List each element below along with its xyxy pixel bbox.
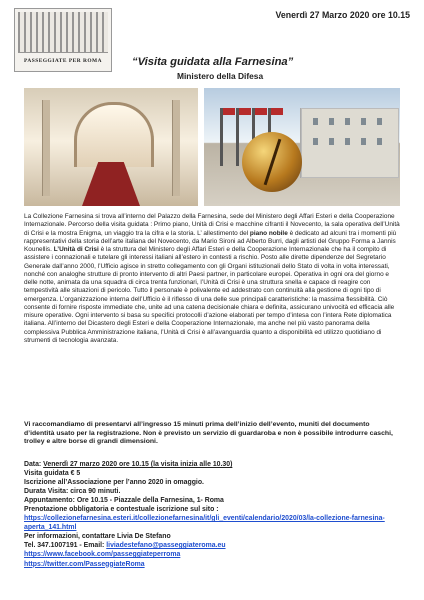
- page-subtitle: Ministero della Difesa: [177, 71, 264, 81]
- booking-link[interactable]: https://collezionefarnesina.esteri.it/collezionefarnesina/it/gli_eventi/calendario/2020/03/la-collezione-farnesina-aperta_141.html: [24, 515, 385, 532]
- page-title: “Visita guidata alla Farnesina”: [132, 56, 294, 68]
- price-row: Visita guidata € 5: [24, 470, 81, 478]
- phone-text: Tel. 347.1007191 - Email:: [24, 542, 107, 550]
- entry-notice: Vi raccomandiamo di presentarvi all’ingresso 15 minuti prima dell’inizio dell’evento, muniti del documento d’identità usato per la registrazione. Non è previsto un servizio di guardaroba e non è possibile introdurre caschi, trolley e altre borse di grandi dimensioni.: [24, 421, 393, 446]
- building-window: [345, 118, 350, 125]
- column-left: [42, 100, 50, 196]
- event-details: [24, 460, 400, 569]
- building-window: [361, 118, 366, 125]
- intro-text: è dedicato ad alcuni tra i momenti più rappresentativi della storia dell’arte italiana del Novecento, da Mario Sironi ad Alberto Burri, dagli artisti del Gruppo Forma a Jannis Kounellis.: [24, 229, 397, 253]
- duration-row: Durata Visita: circa 90 minuti.: [24, 488, 121, 496]
- membership-row: Iscrizione all’Associazione per l’anno 2020 in omaggio.: [24, 479, 204, 487]
- email-link[interactable]: liviadestefano@passeggiateroma.eu: [106, 542, 226, 550]
- date-row: [24, 460, 400, 469]
- logo-illustration: [18, 12, 108, 53]
- booking-row: Prenotazione obbligatoria e contestuale iscrizione sul sito :: [24, 506, 219, 514]
- phone-email-row: [24, 541, 400, 550]
- date-label: Data:: [24, 461, 44, 468]
- building-window: [377, 118, 382, 125]
- column-right: [172, 100, 180, 196]
- contact-row: Per informazioni, contattare Livia De Stefano: [24, 533, 171, 541]
- facebook-link[interactable]: https://www.facebook.com/passeggiateperroma: [24, 551, 181, 559]
- building-window: [377, 138, 382, 145]
- hall-arch: [74, 102, 154, 167]
- association-logo: [14, 8, 112, 72]
- intro-text: La Collezione Farnesina si trova all’interno del Palazzo della Farnesina, sede del Ministero degli Affari Esteri e della Cooperazione Internazionale. Percorso della visita guidata : Primo piano, Unità di Crisi e macchine cifranti il Novecento, la sala operativa dell’Unità di Crisi e la mostra Enigma, un viaggio tra la cifra e la storia. L’ allestimento del: [24, 213, 400, 237]
- logo-text: PASSEGGIATE PER ROMA: [23, 58, 103, 64]
- intro-highlight: L’Unità di Crisi: [53, 246, 99, 253]
- building-window: [313, 118, 318, 125]
- flag-pole: [236, 108, 239, 166]
- building-window: [329, 118, 334, 125]
- red-staircase: [82, 162, 140, 206]
- farnesina-building: [300, 108, 399, 178]
- flag-pole: [220, 108, 223, 166]
- building-window: [345, 138, 350, 145]
- building-window: [313, 138, 318, 145]
- intro-text: è la struttura del Ministero degli Affari Esteri e della Cooperazione Internazionale che ha il compito di assistere i connazionali e tutelare gli interessi italiani all’estero in contesti a rischio. Posto alle dirette dipendenze del Segretario Generale dall’anno 2000, l’Ufficio agisce in stretto collegamento con gli Organi istituzionali dello Stato di volta in volta interessati, nonché con analoghe strutture di pronto intervento di altri Paesi partner, in particolare europei. Operativa in ogni ora del giorno e delle notte, animata da una squadra di circa trenta funzionari, l’Unità di Crisi è una struttura snella e capace di reagire con tempestività alle situazioni di pericolo. Tutto il personale è polivalente ed addestrato con continuità alla gestione di ogni tipo di emergenza. L’organizzazione interna dell’Ufficio è il riflesso di una delle sue principali caratteristiche: la massima flessibilità. Ciò consente di fornire risposte immediate che, unite ad una catena decisionale chiara e definita, assicurano univocità ed efficacia alle misure operative. Ogni intervento si basa su specifici protocolli d’azione elaborati per tempo d’intesa con l’intera Rete diplomatica italiana. All’interno del Dicastero degli Esteri e della Cooperazione Internazionale, ma anche nel più vasto panorama della complessiva Pubblica Amministrazione italiana, l’Unità di Crisi è all’avanguardia quanto a disponibilità ed utilizzo quotidiano di strumenti di tecnologia avanzata.: [24, 246, 395, 344]
- date-value: Venerdì 27 marzo 2020 ore 10.15 (la visita inizia alle 10.30): [43, 461, 233, 468]
- event-date: Venerdì 27 Marzo 2020 ore 10.15: [275, 10, 410, 20]
- interior-hall-photo: [24, 88, 198, 206]
- building-window: [361, 138, 366, 145]
- farnesina-exterior-photo: [204, 88, 400, 206]
- building-window: [329, 138, 334, 145]
- twitter-link[interactable]: https://twitter.com/PasseggiateRoma: [24, 560, 145, 568]
- appointment-row: Appuntamento: Ore 10.15 - Piazzale della Farnesina, 1- Roma: [24, 497, 224, 505]
- intro-highlight: piano nobile: [249, 229, 288, 237]
- intro-paragraph: [24, 213, 400, 345]
